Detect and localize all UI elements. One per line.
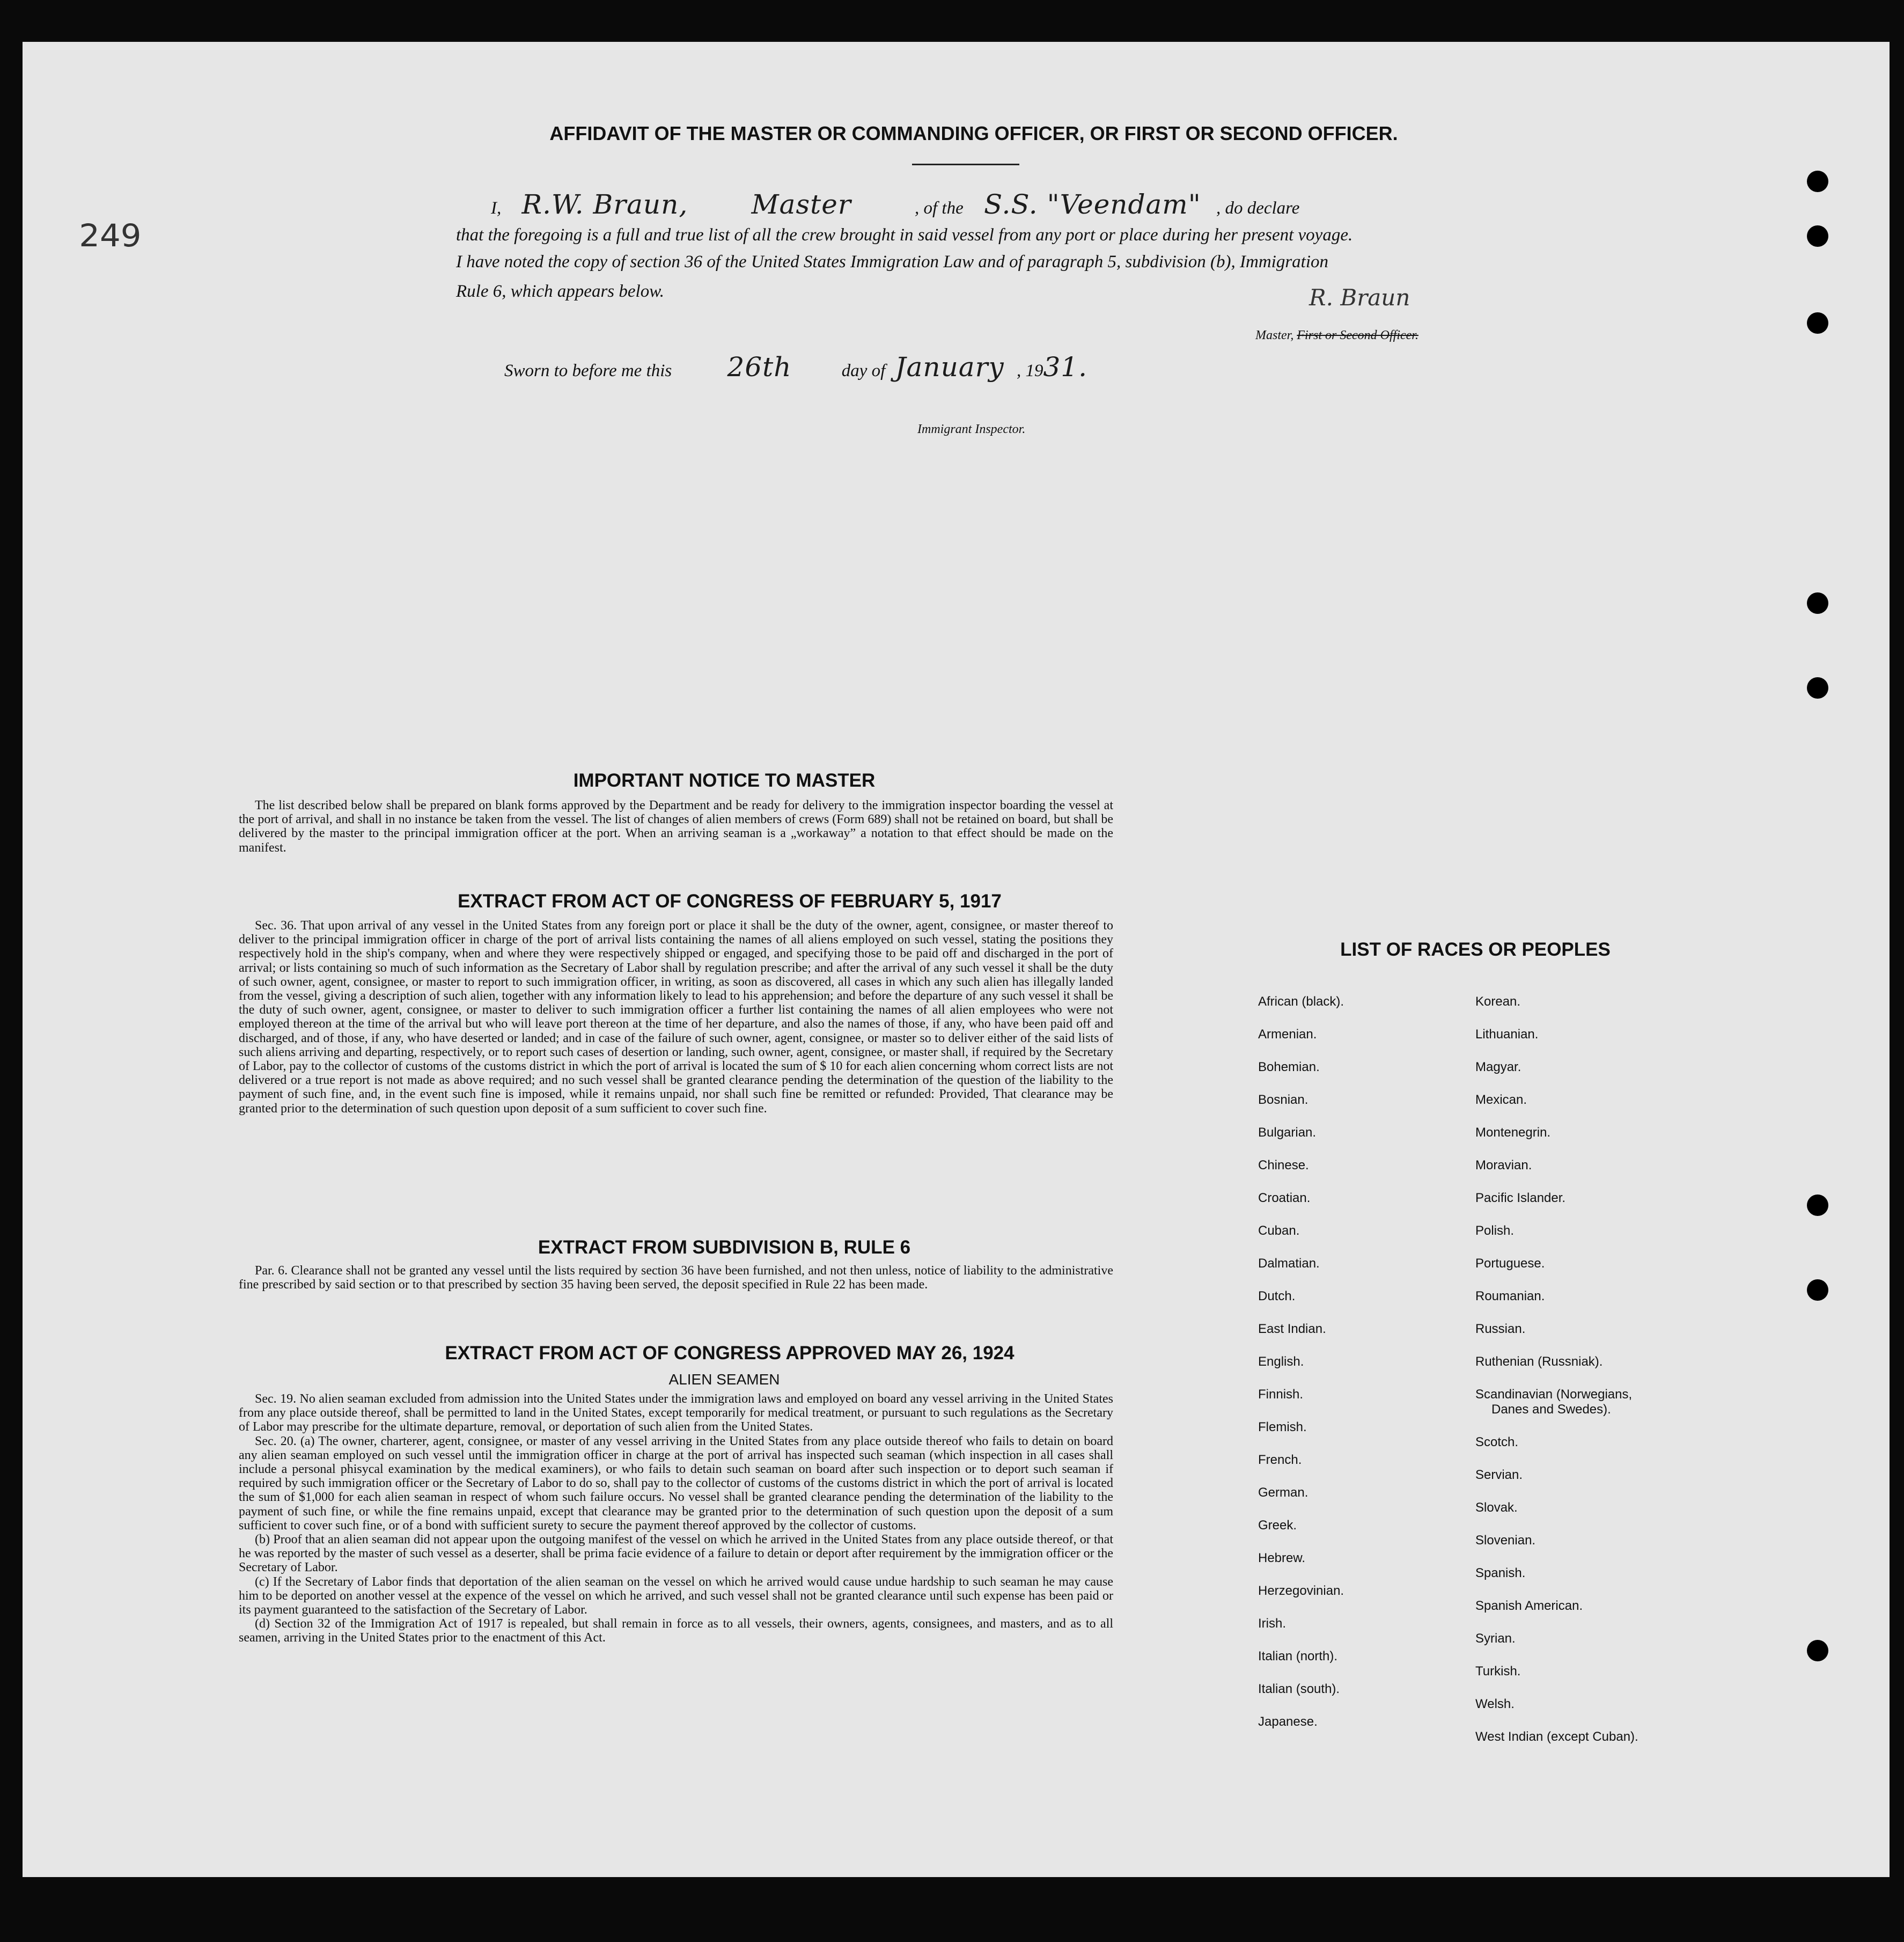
affidavit-line-1 bbox=[491, 189, 1299, 220]
extract-1924-text bbox=[239, 1392, 1113, 1645]
race-item: Ruthenian (Russniak). bbox=[1475, 1354, 1603, 1369]
binder-hole bbox=[1807, 1640, 1828, 1661]
extract-rule6-title: EXTRACT FROM SUBDIVISION B, RULE 6 bbox=[538, 1237, 911, 1258]
binder-hole bbox=[1807, 171, 1828, 192]
binder-hole bbox=[1807, 225, 1828, 247]
struck-officer-label: First or Second Officer. bbox=[1297, 328, 1418, 342]
race-item: Dutch. bbox=[1258, 1289, 1296, 1303]
race-item: Montenegrin. bbox=[1475, 1125, 1551, 1140]
race-item: West Indian (except Cuban). bbox=[1475, 1730, 1638, 1744]
sworn-prefix: Sworn to before me this bbox=[504, 361, 672, 380]
master-signature: R. Braun bbox=[1309, 284, 1410, 311]
race-item: Syrian. bbox=[1475, 1631, 1516, 1646]
race-item: Lithuanian. bbox=[1475, 1027, 1539, 1042]
race-item: Spanish. bbox=[1475, 1566, 1526, 1580]
race-item: German. bbox=[1258, 1485, 1308, 1500]
inspector-label: Immigrant Inspector. bbox=[917, 422, 1026, 436]
binder-hole bbox=[1807, 1279, 1828, 1301]
race-item: Korean. bbox=[1475, 994, 1521, 1009]
race-item: African (black). bbox=[1258, 994, 1344, 1009]
race-item: Bosnian. bbox=[1258, 1093, 1308, 1107]
binder-hole bbox=[1807, 677, 1828, 699]
affidavit-line-4: Rule 6, which appears below. bbox=[456, 282, 665, 301]
race-item: Flemish. bbox=[1258, 1420, 1307, 1434]
race-item: Spanish American. bbox=[1475, 1599, 1583, 1613]
sworn-month: January bbox=[895, 351, 1004, 383]
race-item: Roumanian. bbox=[1475, 1289, 1545, 1303]
master-role: Master bbox=[751, 189, 851, 220]
signature-label: Master, First or Second Officer. bbox=[1255, 328, 1418, 342]
sworn-day: 26th bbox=[727, 351, 792, 383]
race-item: Chinese. bbox=[1258, 1158, 1309, 1172]
sworn-year: 31. bbox=[1043, 351, 1088, 383]
race-item: Magyar. bbox=[1475, 1060, 1521, 1074]
day-of-label: day of bbox=[841, 361, 886, 380]
binder-hole bbox=[1807, 1194, 1828, 1216]
race-item: Portuguese. bbox=[1475, 1256, 1545, 1271]
race-item: Bohemian. bbox=[1258, 1060, 1320, 1074]
race-item: Irish. bbox=[1258, 1616, 1287, 1631]
master-name: R.W. Braun, bbox=[521, 189, 688, 220]
binder-hole bbox=[1807, 592, 1828, 614]
sec-20b-paragraph: (b) Proof that an alien seaman did not appear upon the outgoing manifest of the vessel on which he arrived in the United States from any place outside thereof, or that he was reported by the master of such vessel as a deserter, shall be prima facie evidence of a failure to detain or deport after requirement by the immigration officer or the Secretary of Labor. bbox=[239, 1533, 1113, 1575]
sec-20c-paragraph: (c) If the Secretary of Labor finds that deportation of the alien seaman on the vessel on which he arrived would cause undue hardship to such seaman he may cause him to be deported on another vessel at the expence of the vessel on which he arrived, and such vessel shall not be granted clearance until such expense has been paid or its payment guaranteed to the satisfaction of the Secretary of Labor. bbox=[239, 1574, 1113, 1617]
race-item: Dalmatian. bbox=[1258, 1256, 1320, 1271]
race-item: English. bbox=[1258, 1354, 1304, 1369]
binder-hole bbox=[1807, 312, 1828, 334]
race-item: Servian. bbox=[1475, 1468, 1523, 1482]
race-item: Slovak. bbox=[1475, 1500, 1518, 1515]
affidavit-line-2: that the foregoing is a full and true list of all the crew brought in said vessel from any port or place during her present voyage. bbox=[456, 225, 1353, 245]
race-item: Italian (north). bbox=[1258, 1649, 1338, 1663]
race-item: Moravian. bbox=[1475, 1158, 1532, 1172]
race-item: Turkish. bbox=[1475, 1664, 1521, 1679]
extract-1917-title: EXTRACT FROM ACT OF CONGRESS OF FEBRUARY 5, 1917 bbox=[458, 891, 1002, 912]
affidavit-line-3: I have noted the copy of section 36 of the United States Immigration Law and of paragraph 5, subdivision (b), Immigration bbox=[456, 252, 1329, 272]
sec-19-paragraph: Sec. 19. No alien seaman excluded from admission into the United States under the immigration laws and employed on board any vessel arriving in the United States from any place outside thereof, shall be permitted to land in the United States, except temporarily for medical treatment, or pursuant to such regulations as the Secretary of Labor may prescribe for the ultimate departure, removal, or deportation of such alien from the United States. bbox=[239, 1392, 1113, 1434]
race-item: East Indian. bbox=[1258, 1322, 1326, 1336]
race-item: Scandinavian (Norwegians, bbox=[1475, 1387, 1633, 1402]
race-item: Russian. bbox=[1475, 1322, 1526, 1336]
race-item: Welsh. bbox=[1475, 1697, 1515, 1711]
page-number-stamp: 249 bbox=[79, 217, 142, 254]
race-item: Danes and Swedes). bbox=[1491, 1402, 1611, 1417]
race-item: Scotch. bbox=[1475, 1435, 1519, 1449]
of-the-label: , of the bbox=[914, 199, 964, 218]
vessel-name: S.S. "Veendam" bbox=[983, 189, 1201, 220]
race-item: Finnish. bbox=[1258, 1387, 1304, 1402]
notice-text: The list described below shall be prepared on blank forms approved by the Department and be ready for delivery to the immigration inspector boarding the vessel at the port of arrival, and shall in no instance be taken from the vessel. The list of changes of alien members of crews (Form 689) shall not be retained on board, but shall be delivered by the master to the principal immigration officer at the port. When an arriving seaman is a „workaway” a notation to that effect should be made on the manifest. bbox=[239, 798, 1113, 855]
sworn-line bbox=[504, 351, 1087, 383]
race-item: Armenian. bbox=[1258, 1027, 1317, 1042]
year-prefix: , 19 bbox=[1016, 361, 1043, 380]
extract-1924-title: EXTRACT FROM ACT OF CONGRESS APPROVED MAY 26, 1924 bbox=[445, 1343, 1015, 1364]
race-item: Japanese. bbox=[1258, 1714, 1318, 1729]
race-item: Hebrew. bbox=[1258, 1551, 1306, 1565]
extract-1917-text: Sec. 36. That upon arrival of any vessel in the United States from any foreign port or place it shall be the duty of the owner, agent, consignee, or master thereof to deliver to the principal immigration officer in charge of the port of arrival lists containing the names of all aliens employed on such vessel, stating the positions they respectively hold in the ship's company, when and where they were respectively shipped or engaged, and specifying those to be paid off and discharged in the port of arrival; or lists containing so much of such information as the Secretary of Labor shall by regulation prescribe; and after the arrival of any such vessel it shall be the duty of such owner, agent, consignee, or master to report to such immigration officer, in writing, as soon as discovered, all cases in which any such alien has illegally landed from the vessel, giving a description of such alien, together with any information likely to lead to his apprehension; and before the departure of any such vessel it shall be the duty of such owner, agent, consignee, or master to deliver to such immigration officer a further list containing the names of all alien employees who were not employed thereon at the time of the arrival but who will leave port thereon at the time of her departure, and also the names of those, if any, who have been paid off and discharged, and of those, if any, who have deserted or landed; and in case of the failure of such owner, agent, consignee, or master so to deliver either of the said lists of such aliens arriving and departing, respectively, or to report such cases of desertion or landing, such owner, agent, consignee, or master shall, if required by the Secretary of Labor, pay to the collector of customs of the customs district in which the port of arrival is located the sum of $ 10 for each alien concerning whom correct lists are not delivered or a true report is not made as above required; and no such vessel shall be granted clearance pending the determination of the question of the liability to the payment of such fine, and, in the event such fine is imposed, while it remains unpaid, nor shall such fine be remitted or refunded: Provided, That clearance may be granted prior to the determination of such question upon deposit of a sum sufficient to cover such fine. bbox=[239, 919, 1113, 1116]
race-item: Bulgarian. bbox=[1258, 1125, 1317, 1140]
affidavit-title: AFFIDAVIT OF THE MASTER OR COMMANDING OFFICER, OR FIRST OR SECOND OFFICER. bbox=[549, 122, 1398, 144]
race-item: Mexican. bbox=[1475, 1093, 1527, 1107]
race-item: Pacific Islander. bbox=[1475, 1191, 1566, 1205]
race-item: French. bbox=[1258, 1453, 1302, 1467]
do-declare-label: , do declare bbox=[1216, 199, 1300, 218]
race-item: Italian (south). bbox=[1258, 1682, 1340, 1696]
notice-title: IMPORTANT NOTICE TO MASTER bbox=[573, 770, 876, 791]
race-item: Slovenian. bbox=[1475, 1533, 1536, 1548]
sec-20d-paragraph: (d) Section 32 of the Immigration Act of 1917 is repealed, but shall remain in force as to all vessels, their owners, agents, consignees, and masters, and as to all seamen, arriving in the United States prior to the enactment of this Act. bbox=[239, 1617, 1113, 1645]
race-item: Cuban. bbox=[1258, 1223, 1300, 1238]
race-item: Polish. bbox=[1475, 1223, 1515, 1238]
races-title: LIST OF RACES OR PEOPLES bbox=[1340, 939, 1611, 960]
race-item: Herzegovinian. bbox=[1258, 1584, 1344, 1598]
race-item: Croatian. bbox=[1258, 1191, 1311, 1205]
race-item: Greek. bbox=[1258, 1518, 1297, 1533]
declarant-i: I, bbox=[491, 199, 502, 218]
title-divider bbox=[912, 164, 1019, 165]
extract-1924-subtitle: ALIEN SEAMEN bbox=[668, 1371, 780, 1388]
sec-20a-paragraph: Sec. 20. (a) The owner, charterer, agent, consignee, or master of any vessel arriving in the United States from any place outside thereof who fails to detain on board any alien seaman employed on such vessel until the immigration officer in charge at the port of arrival has inspected such seaman (which inspection in all cases shall include a personal phisycal examination by the medical examiners), or who fails to detain such seaman on board after such inspection or to deport such seaman if required by such immigration officer or the Secretary of Labor to do so, shall pay to the collector of customs of the customs district in which the port of arrival is located the sum of $1,000 for each alien seaman in respect of whom such failure occurs. No vessel shall be granted clearance pending the determination of the liability to the payment of such fine, or while the fine remains unpaid, except that clearance may be granted prior to the determination of such question upon the deposit of a sum sufficient to cover such fine, or of a bond with sufficient surety to secure the payment thereof approved by the collector of customs. bbox=[239, 1434, 1113, 1533]
extract-rule6-text: Par. 6. Clearance shall not be granted any vessel until the lists required by section 36 have been furnished, and not then unless, notice of liability to the administrative fine prescribed by said section or to that prescribed by section 35 having been served, the deposit specified in Rule 22 has been made. bbox=[239, 1264, 1113, 1292]
